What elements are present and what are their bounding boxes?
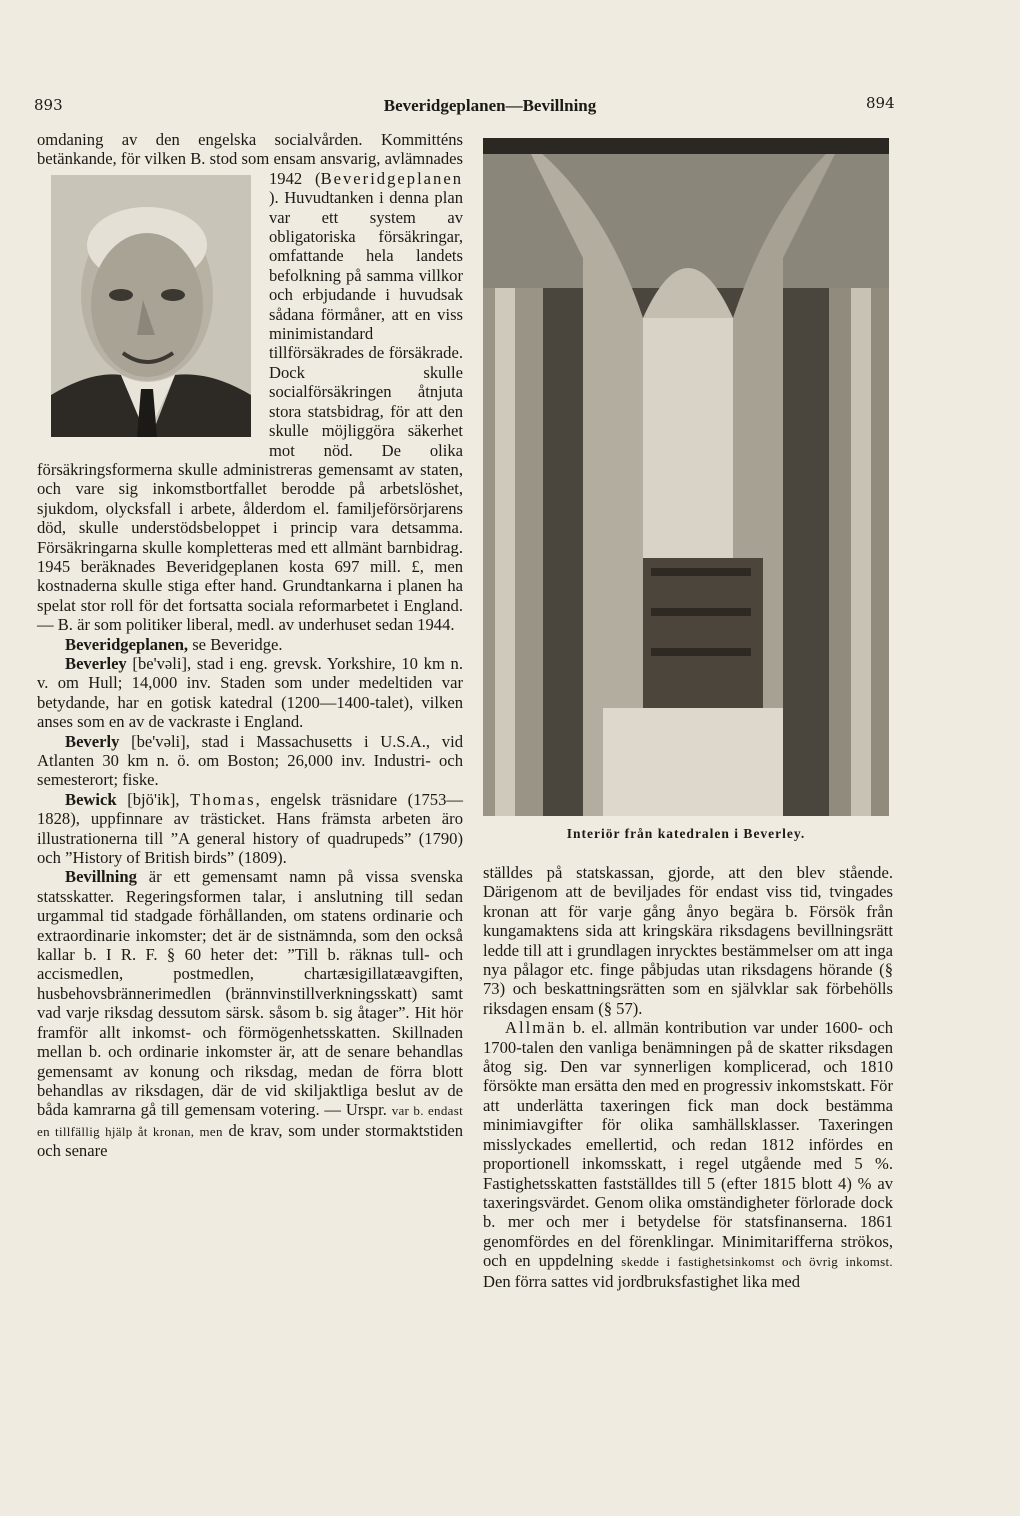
headword: Beveridgeplanen, bbox=[65, 634, 189, 654]
portrait-image bbox=[51, 175, 251, 437]
bevillning-continuation: ställdes på statskassan, gjorde, att den blev stående. Därigenom att de beviljades för endast viss tid, tvingades kronan att för varje gång ånyo begära b. Försök från kungamaktens sida att kringskära riksdagens bevillningsrätt ledde till att i grundlagen inrycktes bestämmelser om att inga nya pålagor etc. finge påbjudas utan riksdagens hörande (§ 73) och beskattningsrätten som en självklar sak förbehölls riksdagen ensam (§ 57). bbox=[483, 863, 893, 1018]
headword: Bevillning bbox=[65, 867, 137, 887]
page-number-left: 893 bbox=[34, 96, 63, 114]
headword: Bewick bbox=[65, 789, 117, 809]
cathedral-photo bbox=[483, 138, 889, 816]
left-column bbox=[37, 130, 463, 1161]
entry-bevillning: Bevillning är ett gemensamt namn på vissa svenska statsskatter. Regeringsformen talar, i anslutning till sedan urgammal tid stadgade förhållanden, om statens ordinarie och extraordinarie inkomster; det är de sistnämnda, som den också kallar b. I R. F. § 60 heter det: ”Till b. räknas tull- och accismedlen, postmedlen, chartæsigillatæavgiften, husbehovsbrännerimedlen (brännvinstillverkningsskatt) samt vad varje riksdag dessutom särsk. såsom b. sig åtager”. Hit hör framför allt inkomst- och förmögenhetsskatten. Skillnaden mellan b. och ordinarie inkomster är, att de senare behandlas gemensamt av konung och riksdag, medan de förra blott behandlas av riksdagen, där de vid skiljaktliga beslut av de båda kamrarna gå till gemensam votering. — Urspr. var b. endast en tillfällig hjälp åt kronan, men de krav, som under stormaktstiden och senare bbox=[37, 867, 463, 1161]
photo-caption: Interiör från katedralen i Beverley. bbox=[566, 826, 806, 841]
running-head: Beveridgeplanen—Bevillning bbox=[383, 96, 597, 115]
entry-beverley: Beverley [be'vəli], stad i eng. grevsk. Yorkshire, 10 km n. v. om Hull; 14,000 inv. Staden som under medeltiden var betydande, har en gotisk katedral (1200—1400-talet), vilken anses som en av de vackraste i England. bbox=[37, 653, 463, 732]
right-column bbox=[483, 863, 893, 1291]
headword: Beverly bbox=[65, 731, 120, 751]
entry-bewick: Bewick [bjö'ik], Thomas, engelsk träsnidare (1753—1828), uppfinnare av trästicket. Hans främsta arbeten äro illustrationerna till ”A general history of quadrupeds” (1790) och ”History of British birds” (1809). bbox=[37, 789, 463, 868]
cathedral-image bbox=[483, 138, 889, 816]
allman-bevillning: Allmän b. el. allmän kontribution var under 1600- och 1700-talen den vanliga benämningen på de skatter riksdagen åtog sig. Den var synnerligen komplicerad, och 1810 försökte man ersätta den med en progressiv inkomstskatt. För att underlätta taxeringen fick man dock bestämma minimiavgifter för olika samhällsklasser. Taxeringen misslyckades emellertid, och redan 1812 infördes en proportionell inkomsskatt, i regel utgående med 5 %. Fastighetsskatten fastställdes till 5 (efter 1815 blott 4) % av taxeringsvärdet. Genom olika omständigheter förlorade dock b. mer och mer i betydelse för statsfinanserna. 1861 genomfördes en del förenklingar. Minimitarifferna strökos, och en uppdelning skedde i fastighetsinkomst och övrig inkomst. Den förra sattes vid jordbruksfastighet lika med bbox=[483, 1018, 893, 1291]
entry-beveridgeplanen: Beveridgeplanen, se Beveridge. bbox=[65, 634, 283, 654]
entry-beverly: Beverly [be'vəli], stad i Massachusetts i U.S.A., vid Atlanten 30 km n. ö. om Boston; 26,000 inv. Industri- och semesterort; fiske. bbox=[37, 731, 463, 790]
page-number-right: 894 bbox=[866, 94, 895, 112]
beveridge-continuation: omdaning av den engelska socialvården. Kommitténs betänkande, för vilken B. stod som ensam ansvarig, avlämnades 1942 (Beveridgeplanen ). Huvudtanken i denna plan var ett system av obligatoriska försäkringar, omfattande hela landets befolkning på samma villkor och erbjudande i huvudsak sådana förmåner, att en viss minimistandard tillförsäkrades de försäkrade. Dock skulle socialförsäkringen åtnjuta stora statsbidrag, för att den skulle möjliggöra säkerhet mot nöd. De olika försäkringsformerna skulle administreras gemensamt av staten, och vare sig inkomstbortfallet berodde på arbetslöshet, sjukdom, olycksfall i arbete, ålderdom el. familjeförsörjarens död, skulle understödsbeloppet i princip vara detsamma. Försäkringarna skulle kompletteras med ett allmänt barnbidrag. 1945 beräknades Beveridgeplanen kosta 697 mill. £, men kostnaderna skulle stiga efter hand. Grundtankarna i planen ha spelat stor roll för det fortsatta sociala reformarbetet i England. — B. är som politiker liberal, medl. av underhuset sedan 1944. bbox=[37, 130, 463, 635]
headword: Beverley bbox=[65, 653, 127, 673]
portrait-photo bbox=[51, 175, 251, 437]
